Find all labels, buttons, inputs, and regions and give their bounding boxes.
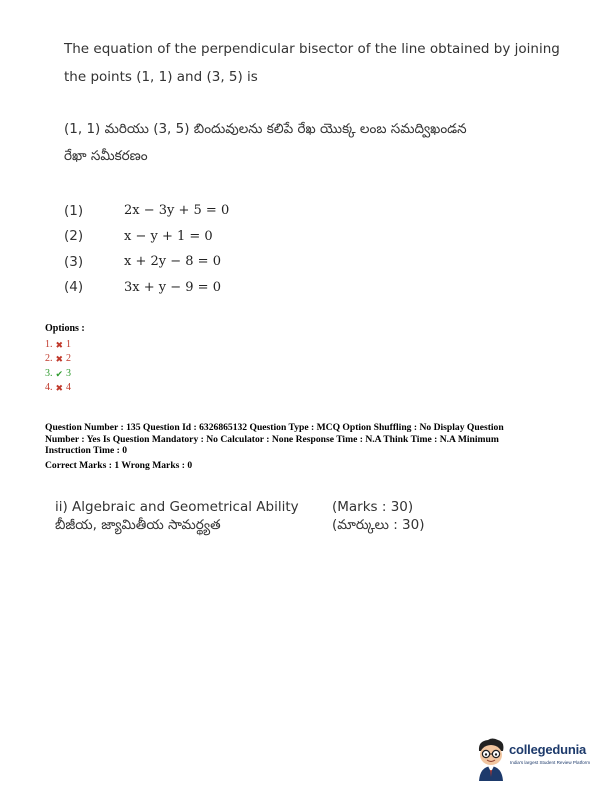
- answer-number: 1.: [45, 338, 53, 350]
- question-english-line2: the points (1, 1) and (3, 5) is: [64, 69, 258, 85]
- section-marks-telugu: (మార్కులు : 30): [332, 517, 425, 533]
- question-telugu-line2: రేఖా సమీకరణం: [64, 148, 148, 164]
- answer-value: 3: [66, 367, 72, 379]
- section-header: [55, 498, 475, 534]
- cross-icon: ✖: [55, 383, 64, 393]
- choice-equation: 3x + y − 9 = 0: [124, 279, 221, 295]
- answer-value: 2: [66, 353, 72, 364]
- section-row-english: [55, 498, 475, 516]
- choice-item: [64, 224, 229, 250]
- section-row-telugu: [55, 516, 475, 534]
- logo-name: collegedunia: [509, 742, 587, 757]
- choice-number: (1): [64, 202, 84, 219]
- choice-equation: x − y + 1 = 0: [124, 228, 213, 244]
- choice-item: [64, 249, 229, 275]
- metadata-line3: Instruction Time : 0: [45, 445, 127, 456]
- section-marks: (Marks : 30): [332, 499, 414, 515]
- marks-info: Correct Marks : 1 Wrong Marks : 0: [45, 459, 193, 471]
- metadata-line2: Number : Yes Is Question Mandatory : No Calculator : None Response Time : N.A Think Time : N.A Minimum: [45, 433, 499, 445]
- collegedunia-logo: [474, 735, 604, 785]
- question-metadata: [45, 422, 567, 471]
- choice-equation: 2x − 3y + 5 = 0: [124, 203, 230, 219]
- logo-tagline: India's largest Student Review Platform: [510, 760, 591, 765]
- section-title-telugu: బీజీయ, జ్యామితీయ సామర్థ్యత: [55, 517, 221, 533]
- answer-number: 4.: [45, 382, 53, 393]
- question-telugu: [64, 116, 564, 170]
- answer-option: [45, 338, 85, 353]
- choice-number: (2): [64, 228, 84, 245]
- section-title: ii) Algebraic and Geometrical Ability: [55, 499, 299, 515]
- choice-item: [64, 275, 229, 301]
- answer-number: 3.: [45, 367, 53, 379]
- choice-number: (4): [64, 279, 84, 296]
- answer-option: [45, 381, 85, 396]
- choice-number: (3): [64, 253, 84, 270]
- answer-number: 2.: [45, 353, 53, 364]
- cross-icon: ✖: [55, 354, 64, 364]
- answer-value: 1: [66, 338, 72, 350]
- options-title: Options :: [45, 323, 85, 334]
- mascot-icon: [474, 737, 508, 783]
- choice-equation: x + 2y − 8 = 0: [124, 254, 221, 270]
- question-english: [64, 35, 564, 91]
- choice-item: [64, 198, 229, 224]
- answer-value: 4: [66, 382, 72, 393]
- answer-option: [45, 352, 85, 367]
- cross-icon: ✖: [55, 339, 64, 350]
- question-telugu-line1: (1, 1) మరియు (3, 5) బిందువులను కలిపే రేఖ యొక్క లంబ సమద్విఖండన: [64, 121, 467, 137]
- metadata-line1: Question Number : 135 Question Id : 6326865132 Question Type : MCQ Option Shuffling : No Display Question: [45, 422, 504, 433]
- question-english-line1: The equation of the perpendicular bisector of the line obtained by joining: [64, 41, 560, 57]
- answer-option: [45, 367, 85, 382]
- check-icon: ✔: [55, 368, 64, 379]
- choice-list: [64, 198, 229, 300]
- answer-options: [45, 322, 85, 396]
